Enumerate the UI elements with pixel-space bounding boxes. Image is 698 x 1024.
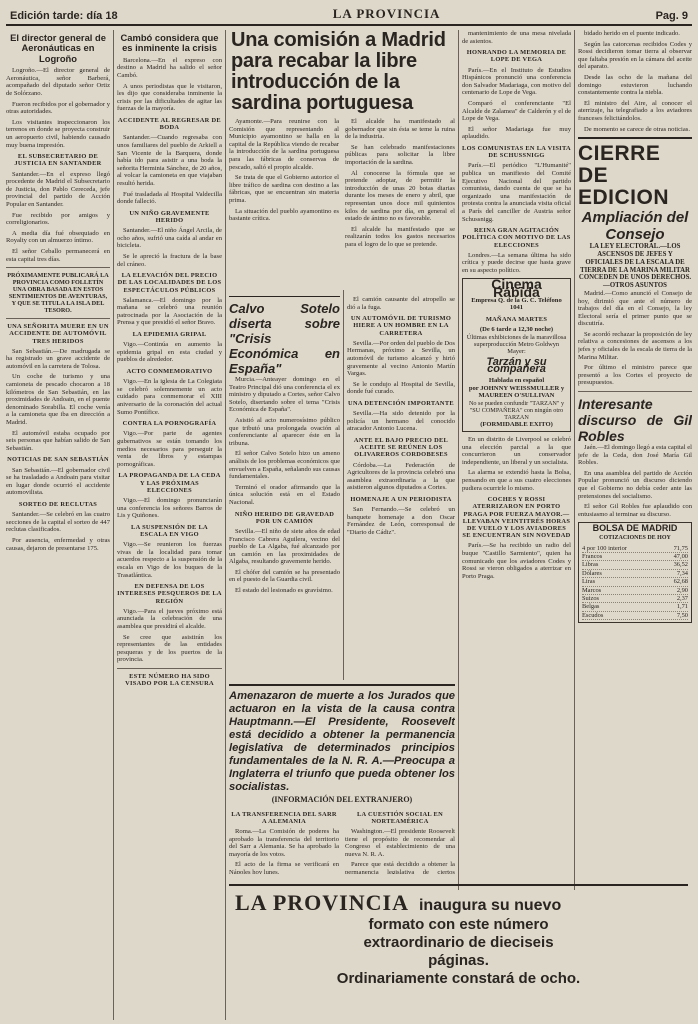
article-paragraph: Un coche de turismo y una camioneta de pescado chocaron a 18 kilómetros de San Sebastián, en las proximidades de Andoain, en el puente denominado Sorabilla. El coche venía a la camioneta que iba en dirección a Madrid. [6,373,110,427]
column-rule [458,30,459,890]
section-heading: NIÑO HERIDO DE GRAVEDAD POR UN CAMIÓN [234,510,335,525]
movie-note: No se pueden confundir "TARZAN" y "SU COMPAÑERA" con ningún otro TARZAN [468,399,565,422]
bolsa-title: BOLSA DE MADRID [592,523,678,534]
cinema-day: MAÑANA MARTES [485,315,548,323]
article-paragraph: El señor Madariaga fue muy aplaudido. [462,125,571,141]
column-rule [225,30,226,1020]
article-paragraph: bidado herido en el puente indicado. [584,30,680,37]
column-4 [347,296,455,680]
bolsa-row [582,553,688,561]
article-paragraph: Santander.—En el expreso llegó procedente de Madrid el Subsecretario de Justicia, don Pablo Cereceda, jefe provincial del partido de Acción Popular en Santander. [6,170,110,208]
bolsa-row-value: 36,52 [673,561,688,569]
section-heading: EN DEFENSA DE LOS INTERESES PESQUEROS DE LA REGIÓN [117,583,222,605]
bolsa-row-value: 62,68 [673,578,688,586]
article-paragraph: San Sebastián.—De madrugada se ha registrado un grave accidente de automóvil en la carretera de Tolosa. [6,347,110,370]
article-paragraph: Se trata de que el Gobierno autorice el libre tráfico de sardina con destino a las fábricas, que se encuentran sin materia prima. [229,174,339,204]
article-paragraph: mantenimiento de una mesa nivelada de asientos. [462,30,571,45]
article-paragraph: El señor Gil Robles fue aplaudido con entusiasmo al terminar su discurso. [578,503,692,518]
article-paragraph: Santander.—Se celebró en las cuatro secciones de la capital el sorteo de 447 reclutas clasificados. [6,511,110,534]
bolsa-row-value: 71,75 [673,544,688,552]
movie-cast: por JOHNNY WEISSMULLER y MAUREEN O'SULLIVAN [468,384,565,400]
ad-header [235,890,682,916]
article-paragraph: Washington.—El presidente Roosevelt tiene el propósito de recomendar al Congreso el establecimiento de una nueva N. R. A. [345,828,455,858]
article-paragraph: El camión causante del atropello se dió a la fuga. [347,296,455,311]
bolsa-row [582,587,688,595]
bolsa-table [582,545,688,621]
article-paragraph: En un distrito de Liverpool se celebró una elección parcial a la que concurrieron un conservador independiente, un liberal y un socialista. [462,436,571,466]
section-heading: SORTEO DE RECLUTAS [18,501,98,508]
article-paragraph: Vigo.—Para el jueves próximo está anunciada la celebración de una asamblea que presidirá el alcalde. [117,607,222,630]
section-heading: COCHES Y ROSSI ATERRIZARON EN PORTO PRAGA POR FUERZA MAYOR.—LLEVABAN VEINTITRÉS HORAS DE VUELO Y LOS AVIADORES SE ENCUENTRAN SIN NOVEDAD [462,496,571,540]
article-paragraph: El señor Calvo Sotelo hizo un ameno análisis de los problemas económicos que envuelven a España, señalando sus causas fundamentales. [229,450,340,481]
article-headline: Calvo Sotelo diserta sobre "Crisis Económica en España" [229,301,340,376]
column-1 [6,30,110,1018]
paper-name: LA PROVINCIA [332,6,441,21]
ad-line-5: Ordinariamente constará de ocho. [336,970,581,987]
article-paragraph: Al conocerse la fórmula que se pretende adoptar, de permitir la introducción de unas 20 botas diarias durante los meses de enero y abril, que representan unos doce mil quinientos kilos de sardina por día, en general el estado de ánimo no es favorable. [345,169,455,223]
bolsa-row-value: 2,37 [676,595,688,602]
article-paragraph: Fué trasladada al Hospital Valdecilla donde falleció. [117,190,222,206]
movie-tagline: (FORMIDABLE EXITO) [480,421,553,429]
article-paragraph: Se le condujo al Hospital de Sevilla, donde fué curado. [347,380,455,396]
bolsa-row-name: 4 por 100 interior [582,544,627,552]
section-heading: UN AUTOMÓVIL DE TURISMO HIERE A UN HOMBRE EN LA CARRETERA [350,315,452,337]
article-paragraph: Madrid.—Como anunció el Consejo de hoy, dirimió que ante el número de trabajos del día en el Consejo, la ley Electoral sería el primer punto que se discutiría. [578,289,692,328]
foreign-body [229,807,455,874]
bolsa-row-name: Libras [582,561,599,569]
section-heading: UNA SEÑORITA MUERE EN UN ACCIDENTE DE AUTOMÓVIL TRES HERIDOS [7,323,109,345]
section-heading: LA SUSPENSIÓN DE LA ESCALA EN VIGO [131,523,208,538]
lead-headline: Una comisión a Madrid para recabar la libre introducción de la sardina portuguesa [231,30,446,114]
ad-brand: LA PROVINCIA [235,890,409,915]
ad-line-2: formato con este número [368,916,549,933]
section-heading: ACCIDENTE AL REGRESAR DE BODA [118,116,221,132]
cinema-text: Últimas exhibiciones de la maravillosa superproducción Metro Goldwyn Mayer: [466,333,567,356]
article-paragraph: Jaén.—El domingo llegó a esta capital el jefe de la Ceda, don José María Gil Robles. [578,444,692,467]
article-paragraph: París.—En el Instituto de Estudios Hispánicos pronunció una conferencia don Salvador Madariaga, con motivo del centenario de Lope de Vega. [462,66,571,97]
article-paragraph: Fueron recibidos por el gobernador y otras autoridades. [6,100,110,116]
bolsa-row-name: Dólares [582,569,602,577]
masthead [6,4,692,26]
article-paragraph: El estado del lesionado es gravísimo. [235,587,333,595]
article-paragraph: Sevilla.—Por orden del pueblo de Dos Hermanas, próximo a Sevilla, un automóvil de turismo alcanzó y hirió gravemente al vecino Antonio Martín Vargas. [347,339,455,378]
column-2 [117,30,222,1018]
article-paragraph: Vigo.—El domingo pronunciarán una conferencia los señores Barros de Lis y Quiñones. [117,497,222,520]
lead-body [229,118,455,252]
column-rule [113,30,114,1020]
section-heading: EL SUBSECRETARIO DE JUSTICIA EN SANTANDER [14,153,102,168]
bolsa-row-name: Francos [582,552,603,560]
cierre-heading: CIERRE DE EDICION [578,142,670,210]
article-paragraph: Santander.—Cuando regresaba con unos familiares del pueblo de Arkiell a San Vicente de la Barquera, donde había ido para asistir a una boda la señorita Herminia Sánchez, de 20 años, al volcar la camioneta en que viajaban resultó herida. [117,134,222,187]
consejo-headline: Ampliación del Consejo [581,209,689,244]
article-paragraph: San Fernando.—Se celebró un banquete homenaje a don Oscar Fernández de León, corresponsal de "Diario de Cádiz". [347,506,455,536]
article-paragraph: Se le apreció la fractura de la base del cráneo. [117,252,222,268]
article-headline: El director general de Aeronáuticas en Logroño [10,32,106,64]
ad-line-3: extraordinario de dieciseis [363,934,554,951]
article-paragraph: Sevilla.—Ha sido detenido por la policía un hermano del conocido atracador Antonio Lucena. [347,410,455,433]
movie-language: Hablada en español [488,377,545,385]
article-paragraph: Murcia.—Anteayer domingo en el Teatro Principal dió una conferencia el ex ministro y diputado a Cortes, señor Calvo Sotelo, disertando sobre el tema "Crisis Económica de España". [229,376,340,414]
column-5 [462,30,571,886]
article-paragraph: Vigo.—Continúa en aumento la epidemia gripal en esta ciudad y pueblos de alrededor. [117,341,222,364]
divider [229,296,340,297]
article-paragraph: A unos periodistas que le visitaron, les dijo que consideraba inminente la crisis por las dificultades de agitar las fuerzas de la mayoría. [117,82,222,113]
edition-label: Edición tarde: día 18 [10,10,118,22]
bolsa-row [582,570,688,578]
article-paragraph: El alcalde ha manifestado que se realizarán todos los gastos necesarios para el logro de lo que se pretende. [345,225,455,248]
stock-exchange-box [578,522,692,623]
article-paragraph: La situación del pueblo ayamontino es bastante crítica. [229,207,339,223]
article-paragraph: Por último el ministro parece que presentó a los Cortes el proyecto de presupuestos. [578,364,692,387]
column-rule [574,30,575,890]
section-heading: LA EPIDEMIA GRIPAL [132,331,207,339]
bolsa-row-value: 47,00 [673,552,688,560]
section-heading: HOMENAJE A UN PERIODISTA [350,495,452,503]
article-paragraph: Se han celebrado manifestaciones públicas para solicitar la libre importación de la sardina. [345,143,455,166]
divider [6,267,110,268]
article-paragraph: De momento se carece de otras noticias. [584,125,691,133]
bolsa-row [582,603,688,611]
calvo-sotelo-article [229,292,340,680]
article-paragraph: El ministro del Aire, al conocer el aterrizaje, ha telegrafiado a los aviadores franceses felicitándolos. [578,99,692,122]
bolsa-subtitle: COTIZACIONES DE HOY [599,534,671,541]
bolsa-row-value: 7,50 [676,611,688,619]
section-heading: ANTE EL BAJO PRECIO DEL ACEITE SE REÚNEN LOS OLIVAREROS CORDOBESES [353,436,449,459]
article-paragraph: Salamanca.—El domingo por la mañana se celebró una reunión patrocinada por la Asociación de la Prensa y que presidió el señor Bravo. [117,296,222,327]
article-paragraph: Se acordó rechazar la proposición de ley relativa a concesiones de ascensos a los jefes y oficiales de la escala de tierra de la Marina Militar. [578,330,692,361]
foreign-subhead: (INFORMACIÓN DEL EXTRANJERO) [271,795,413,804]
ad-line-4: páginas. [428,952,489,969]
article-paragraph: Córdoba.—La Federación de Agricultores de la provincia celebró una asamblea extraordinaria a la que asistieron algunos diputados a Cortes. [347,461,455,492]
section-heading: LA TRANSFERENCIA DEL SARR A ALEMANIA [231,810,337,825]
movie-title: Tarzán y su compañera [486,355,547,376]
article-paragraph: París.—El periódico "L'Humanité" publica un manifiesto del Comité Ejecutivo Nacional del partido comunista, dando cuenta de que se ha organizado una manifestación de protesta contra la anunciada visita oficial a París del canciller de Austria señor Schussnigg. [462,162,571,223]
lead-story [229,30,455,288]
section-heading: HONRANDO LA MEMORIA DE LOPE DE VEGA [466,49,567,64]
bolsa-row [582,578,688,586]
section-heading: ACTO CONMEMORATIVO [126,368,213,376]
lead-body-left [229,118,339,252]
bolsa-row-name: Escudos [582,611,604,619]
bolsa-row [582,545,688,553]
notice-box: PRÓXIMAMENTE PUBLICARÁ LA PROVINCIA COMO FOLLETÍN UNA OBRA BASADA EN ESTOS SENTIMIENTOS DE AVENTURAS, Y QUE SE TITULA LA ISLA DEL TESORO. [7,272,109,315]
foreign-body-right [345,807,455,874]
gil-robles-headline: Interesante discurso de Gil Robles [578,396,692,445]
section-heading: LOS COMUNISTAS EN LA VISITA DE SCHUSSNIGG [462,144,571,160]
divider [578,391,692,392]
cinema-name: Cinema Rábida [491,276,542,301]
article-paragraph: París.—Se ha recibido un radio del buque "Castillo Sarmiento", quien ha comunicado que los aviadores Codes y Rossi se vieron obligados a aterrizar en Porto Praga. [462,542,571,580]
section-heading: CONTRA LA PORNOGRAFÍA [122,420,217,428]
article-paragraph: El acto de la firma se verificará en Nápoles hoy lunes. [229,861,339,874]
section-heading: UNA DETENCIÓN IMPORTANTE [348,399,454,407]
section-heading: REINA GRAN AGITACIÓN POLÍTICA CON MOTIVO DE LAS ELECCIONES [462,227,571,249]
bolsa-row-value: 1,71 [676,603,688,611]
consejo-subheadline: LA LEY ELECTORAL.—LOS ASCENSOS DE JEFES Y OFICIALES DE LA ESCALA DE TIERRA DE LA MARINA MILITAR CONCEDEN DE UNOS DERECHOS.—OTROS ASUNTOS [578,243,692,290]
divider [117,668,222,669]
section-heading: LA ELEVACIÓN DEL PRECIO DE LAS LOCALIDADES DE LOS ESPECTÁCULOS PÚBLICOS [117,272,222,294]
cinema-time: (De 6 tarde a 12,30 noche) [479,326,554,334]
foreign-news-block [229,684,455,874]
article-paragraph: Logroño.—El director general de Aeronáutica, señor Barberá, acompañado del diputado señor Ortiz de Solórzano. [6,67,110,97]
divider [578,137,692,139]
bolsa-row-value: 7,34 [676,569,688,577]
article-paragraph: Vigo.—En la iglesia de La Colegiata se celebró solemnemente un acto cuidado para conmemorar el XIII aniversario de la coronación del actual Sumo Pontífice. [117,378,222,416]
article-paragraph: Barcelona.—En el expreso con destino a Madrid ha salido el señor Cambó. [117,56,222,79]
article-paragraph: Roma.—La Comisión de poderes ha aprobado la transferencia del territorio del Sarr a Alemania. Se ha aprobado la mayoría de los votos. [229,828,339,858]
article-paragraph: El alcalde ha manifestado al gobernador que sin ésta se teme la ruina de la industria. [345,118,455,141]
bolsa-row-name: Belgas [582,603,600,611]
bolsa-row-name: Suizos [582,595,600,602]
bolsa-row [582,612,688,620]
cinema-advertisement [462,278,571,432]
bolsa-row [582,561,688,569]
article-paragraph: Parece que está decidido a obtener la permanencia legislativa de ciertos [345,861,455,874]
article-paragraph: Fue recibido por amigos y correligionarios. [6,211,110,227]
censorship-notice: ESTE NÚMERO HA SIDO VISADO POR LA CENSURA [125,672,214,688]
article-paragraph: Comparó el conferenciante "El Alcalde de Zalamea" de Calderón y el de Lope de Vega. [462,99,571,123]
section-heading: LA CUESTIÓN SOCIAL EN NORTEAMÉRICA [356,810,444,825]
bolsa-row-name: Liras [582,578,596,586]
inauguration-advertisement [229,884,688,1018]
article-paragraph: Sevilla.—El niño de siete años de edad Francisco Cabrera Aguilera, vecino del pueblo de La Algaba, fué alcanzado por un camión en las proximidades de Algaba, resultando gravemente herido. [229,527,340,566]
divider [229,684,455,686]
column-6 [578,30,692,1018]
article-paragraph: A media día fué obsequiado en Royalty con un almuerzo íntimo. [6,229,110,245]
bolsa-row [582,595,688,603]
article-paragraph: En una asamblea del partido de Acción Popular pronunció un discurso diciendo que el Gobierno no debía ceder ante las pretensiones del socialismo. [578,469,692,500]
article-paragraph: La alarma se extendió hasta la Bolsa, pensando en que a sus cuatro elecciones pudiera ocurrirle lo mismo. [462,469,571,492]
article-paragraph: Asistió al acto numerosísimo público que tributó una prolongada ovación al conferenciante al aparecer éste en la tribuna. [229,416,340,447]
foreign-headline: Amenazaron de muerte a los Jurados que actuaron en la vista de la causa contra Hauptmann.—El Presidente, Roosevelt está decidido a obtener la permanencia legislativa de determinados principios fundamentales de la N. R. A.—Preocupa a Inglaterra el triunfo que pueda obtener los socialistas. [229,690,455,793]
article-paragraph: Londres.—La semana última ha sido crítica y puede decirse que hasta grave en su aspecto político. [462,251,571,274]
section-heading: LA PROPAGANDA DE LA CEDA Y LAS PRÓXIMAS ELECCIONES [118,472,221,494]
article-paragraph: Terminó el orador afirmando que la única solución está en el Estado Nacional. [229,483,340,506]
article-paragraph: El automóvil estaba ocupado por seis personas que habían salido de San Sebastián. [6,429,110,452]
divider [6,318,110,319]
article-paragraph: Los visitantes inspeccionaron los terrenos en donde se proyecta construir un aeropuerto civil, habiendo causado muy buena impresión. [6,118,110,149]
article-paragraph: San Sebastián.—El gobernador civil se ha trasladado a Andoain para visitar en lugar donde ocurrió el accidente automovilista. [6,466,110,497]
page-number: Pag. 9 [655,10,688,22]
article-paragraph: Vigo.—Se reunieron los fuerzas vivas de la localidad para tomar acuerdos respecto a la suspensión de la escala en Vigo de los buques de la Trasatlántica. [117,541,222,579]
lead-body-right [345,118,455,252]
column-rule [343,290,344,680]
section-heading: UN NIÑO GRAVEMENTE HERIDO [129,209,210,224]
foreign-body-left [229,807,339,874]
article-paragraph: Ayamonte.—Para reunirse con la Comisión que representando al Municipio ayamontino se halla en la capital de la República viendo de recabar la introducción de la sardina portuguesa para las fábricas de conservas de pescado, salió el propio alcalde. [229,118,339,171]
bolsa-row-value: 2,90 [676,586,688,594]
article-paragraph: Santander.—El niño Ángel Arcila, de ocho años, sufrió una caída al andar en bicicleta. [117,227,222,250]
ad-line-1: inaugura su nuevo [418,897,562,914]
article-headline: Cambó considera que es inminente la crisis [120,32,219,54]
article-paragraph: El chófer del camión se ha presentado en el puesto de la Guardia civil. [229,568,340,584]
article-paragraph: Desde las ocho de la mañana del domingo estuvieron luchando constantemente contra la niebla. [578,73,692,97]
article-paragraph: El señor Ceballo permanecerá en esta capital tres días. [6,247,110,263]
cinema-company: Empresa Q. de la G. C. Teléfono 1041 [471,296,562,312]
article-paragraph: Se cree que asistirán los representantes de las entidades pesqueras y de los puertos de la provincia. [117,633,222,664]
bolsa-row-name: Marcos [582,586,602,594]
article-paragraph: Vigo.—Por parte de agentes gubernativos se están tomando los medios necesarios para perseguir la venta de libros y estampas pornográficas. [117,430,222,468]
article-paragraph: Según las catorcenas recibidos Codes y Rossi decidieron tomar tierra al observar que faltaba presión en la cámara del aceite del aparato. [578,40,692,71]
article-paragraph: Por ausencia, enfermedad y otras causas, dejaron de presentarse 175. [6,536,110,552]
section-heading: NOTICIAS DE SAN SEBASTIÁN [7,456,109,464]
